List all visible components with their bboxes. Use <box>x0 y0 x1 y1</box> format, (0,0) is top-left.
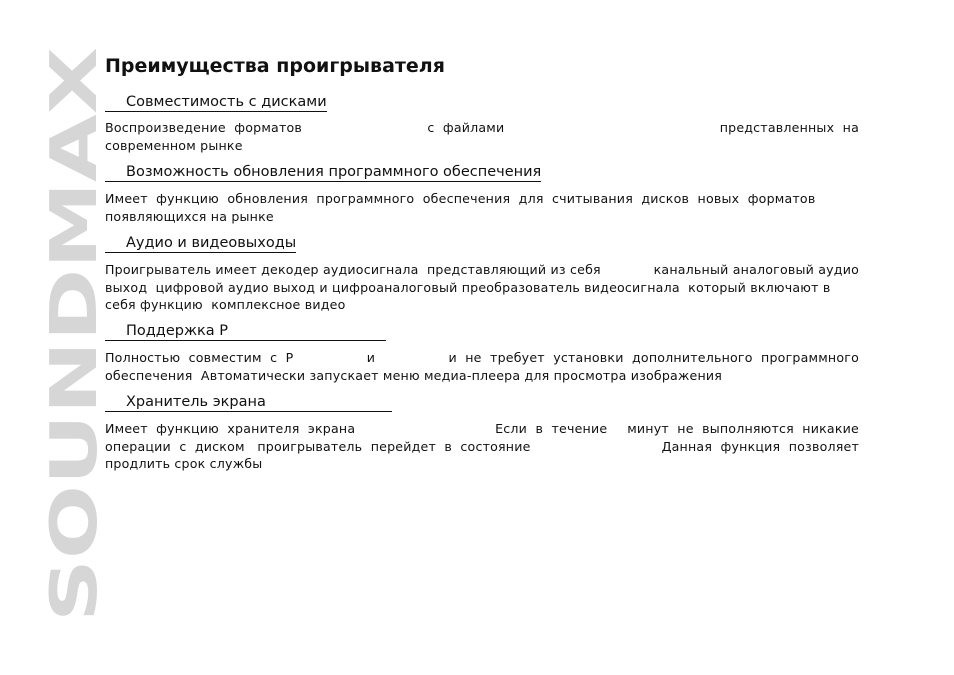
text-fragment: канальный аналоговый аудио <box>653 262 859 277</box>
text-fragment: обеспечения Автоматически запускает меню медиа-плеера для просмотра изображения <box>105 367 723 383</box>
text-fragment: появляющихся на рынке <box>105 208 274 224</box>
text-fragment: минут не выполняются никакие <box>627 421 859 436</box>
text-line <box>105 279 859 297</box>
text-line <box>105 261 859 279</box>
text-fragment: и <box>366 350 376 365</box>
section-heading-support: Поддержка Р <box>105 322 386 341</box>
text-line <box>105 349 859 367</box>
text-fragment: продлить срок службы <box>105 456 263 472</box>
text-fragment: Проигрыватель имеет декодер аудиосигнала представляющий из себя <box>105 262 601 277</box>
text-fragment: Данная функция позволяет <box>661 438 859 454</box>
text-fragment: Полностью совместим с Р <box>105 350 294 365</box>
section-body-screensaver <box>105 420 859 473</box>
section-heading-audio-video-outputs: Аудио и видеовыходы <box>105 234 296 253</box>
text-fragment: с файлами <box>427 120 505 135</box>
text-fragment: операции с диском проигрыватель перейдет в состояние <box>105 438 531 454</box>
soundmax-logo-text: SOUNDMAX <box>38 200 112 622</box>
section-heading-disc-compat: Совместимость с дисками <box>105 93 327 112</box>
text-line <box>105 208 859 226</box>
text-fragment: Имеет функцию обновления программного обеспечения для считывания дисков новых форматов <box>105 191 816 206</box>
text-line <box>105 438 859 456</box>
text-fragment: представленных на <box>719 120 859 135</box>
text-line <box>105 296 859 314</box>
section-body-firmware-update <box>105 190 859 225</box>
soundmax-logo <box>24 40 112 630</box>
text-fragment: Имеет функцию хранителя экрана <box>105 421 356 436</box>
text-line <box>105 119 859 137</box>
text-line <box>105 137 859 155</box>
text-fragment: Если в течение <box>495 421 608 436</box>
text-fragment: себя функцию комплексное видео <box>105 297 346 313</box>
page-title: Преимущества проигрывателя <box>105 55 445 77</box>
section-body-disc-compat <box>105 119 859 154</box>
text-line <box>105 420 859 438</box>
text-fragment: Воспроизведение форматов <box>105 120 303 135</box>
text-line <box>105 367 859 385</box>
text-fragment: выход цифровой аудио выход и цифроаналоговый преобразователь видеосигнала который включают в <box>105 279 831 295</box>
text-line <box>105 455 859 473</box>
section-heading-firmware-update: Возможность обновления программного обеспечения <box>105 163 541 182</box>
text-line <box>105 190 859 208</box>
section-body-support <box>105 349 859 384</box>
text-fragment: современном рынке <box>105 137 243 153</box>
section-heading-screensaver: Хранитель экрана <box>105 393 392 412</box>
text-fragment: и не требует установки дополнительного программного <box>448 350 859 365</box>
section-body-audio-video-outputs <box>105 261 859 314</box>
